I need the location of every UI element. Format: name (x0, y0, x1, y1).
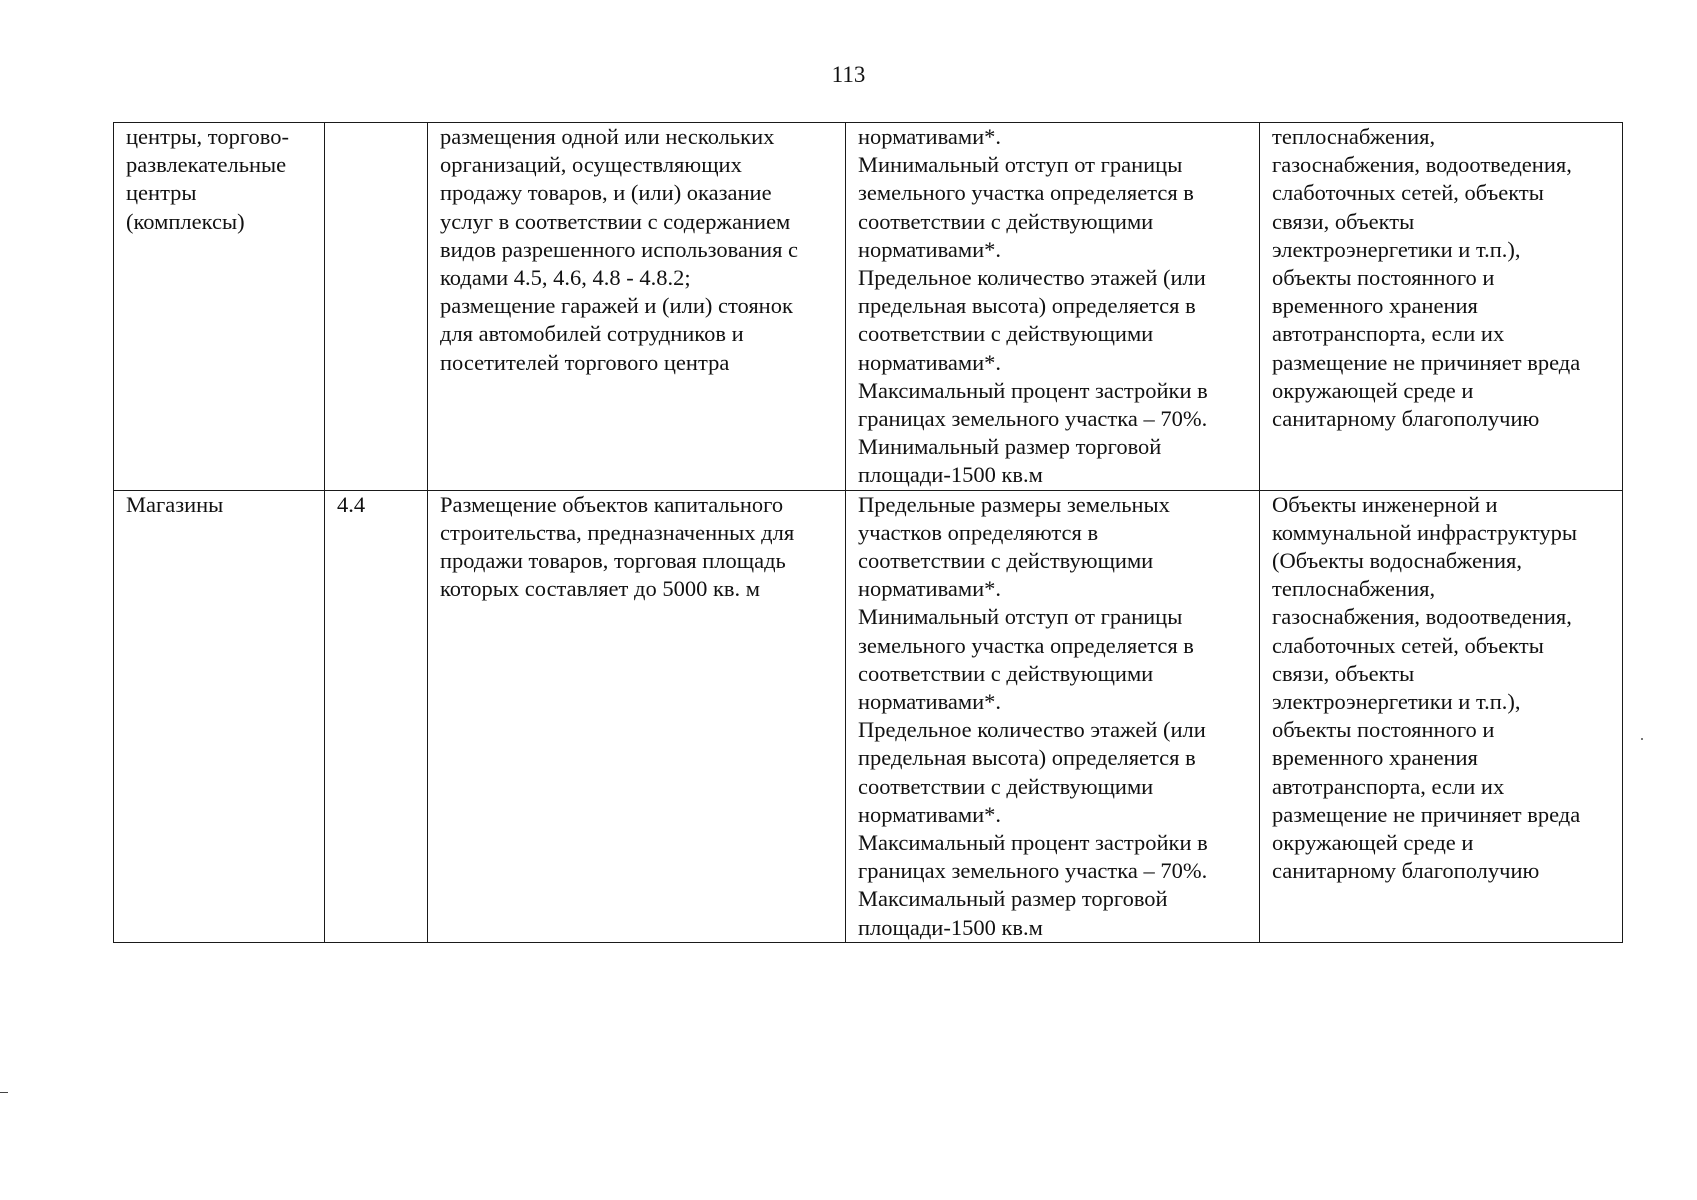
text-line: центры, торгово- (126, 124, 289, 149)
text-line: размещение гаражей и (или) стоянок (440, 293, 793, 319)
text-line: соответствии с действующими (858, 208, 1154, 234)
table-row (114, 123, 1623, 491)
text-line: участков определяются в (858, 519, 1099, 545)
text-line: предельная высота) определяется в (858, 745, 1196, 771)
text-line: посетителей торгового центра (440, 349, 730, 375)
text-line: кодами 4.5, 4.6, 4.8 - 4.8.2; (440, 265, 691, 291)
cell-auxiliary-uses (1260, 490, 1623, 942)
text-line: размещения одной или нескольких (440, 124, 775, 149)
text-line: слаботочных сетей, объекты (1272, 632, 1544, 658)
text-line: видов разрешенного использования с (440, 236, 799, 262)
text-line: нормативами*. (858, 236, 1002, 262)
text-line: Предельное количество этажей (или (858, 265, 1206, 291)
text-line: земельного участка определяется в (858, 632, 1194, 658)
text-line: газоснабжения, водоотведения, (1272, 604, 1572, 630)
text-line: продажи товаров, торговая площадь (440, 548, 786, 574)
text-line: Максимальный размер торговой (858, 886, 1168, 912)
text-line: теплоснабжения, (1272, 124, 1436, 149)
page-number: 113 (831, 62, 866, 87)
text-line: центры (126, 180, 197, 206)
text-line: соответствии с действующими (858, 773, 1154, 799)
land-use-table (113, 122, 1623, 943)
text-line: Максимальный процент застройки в (858, 830, 1208, 856)
text-line: нормативами*. (858, 124, 1002, 149)
text-line: 4.4 (337, 491, 366, 517)
cell-use-type (114, 123, 325, 491)
cell-auxiliary-uses (1260, 123, 1623, 491)
text-line: нормативами*. (858, 689, 1002, 715)
cell-parameters (846, 123, 1260, 491)
text-line: Минимальный отступ от границы (858, 604, 1183, 630)
cell-description (428, 123, 846, 491)
text-line: (Объекты водоснабжения, (1272, 548, 1522, 574)
text-line: для автомобилей сотрудников и (440, 321, 744, 347)
text-line: продажу товаров, и (или) оказание (440, 180, 772, 206)
text-line: границах земельного участка – 70%. (858, 406, 1208, 432)
text-line: объекты постоянного и (1272, 265, 1495, 291)
text-line: площади-1500 кв.м (858, 462, 1043, 488)
text-line: Объекты инженерной и (1272, 491, 1498, 517)
text-line: границах земельного участка – 70%. (858, 858, 1208, 884)
text-line: соответствии с действующими (858, 660, 1154, 686)
text-line: слаботочных сетей, объекты (1272, 180, 1544, 206)
text-line: соответствии с действующими (858, 321, 1154, 347)
text-line: электроэнергетики и т.п.), (1272, 236, 1521, 262)
text-line: связи, объекты (1272, 208, 1415, 234)
text-line: нормативами*. (858, 349, 1002, 375)
text-line: нормативами*. (858, 801, 1002, 827)
table-body (114, 123, 1623, 943)
text-line: окружающей среде и (1272, 830, 1474, 856)
text-line: временного хранения (1272, 745, 1478, 771)
text-line: Магазины (126, 491, 224, 517)
cell-code (325, 490, 428, 942)
text-line: объекты постоянного и (1272, 717, 1495, 743)
text-line: Предельное количество этажей (или (858, 717, 1206, 743)
text-line: Минимальный размер торговой (858, 434, 1162, 460)
text-line: коммунальной инфраструктуры (1272, 519, 1577, 545)
text-line: окружающей среде и (1272, 377, 1474, 403)
cell-code (325, 123, 428, 491)
margin-mark (0, 1092, 8, 1093)
scan-speck (1641, 738, 1643, 740)
text-line: земельного участка определяется в (858, 180, 1194, 206)
text-line: автотранспорта, если их (1272, 321, 1505, 347)
text-line: теплоснабжения, (1272, 576, 1436, 602)
text-line: строительства, предназначенных для (440, 519, 795, 545)
text-line: услуг в соответствии с содержанием (440, 208, 791, 234)
text-line: развлекательные (126, 152, 287, 178)
text-line: (комплексы) (126, 208, 245, 234)
text-line: санитарному благополучию (1272, 406, 1540, 432)
text-line: временного хранения (1272, 293, 1478, 319)
text-line: которых составляет до 5000 кв. м (440, 576, 760, 602)
text-line: санитарному благополучию (1272, 858, 1540, 884)
cell-description (428, 490, 846, 942)
text-line: размещение не причиняет вреда (1272, 801, 1581, 827)
table-row (114, 490, 1623, 942)
text-line: Предельные размеры земельных (858, 491, 1170, 517)
cell-parameters (846, 490, 1260, 942)
text-line: организаций, осуществляющих (440, 152, 742, 178)
text-line: Максимальный процент застройки в (858, 377, 1208, 403)
text-line: размещение не причиняет вреда (1272, 349, 1581, 375)
text-line: газоснабжения, водоотведения, (1272, 152, 1572, 178)
text-line: нормативами*. (858, 576, 1002, 602)
text-line: предельная высота) определяется в (858, 293, 1196, 319)
text-line: автотранспорта, если их (1272, 773, 1505, 799)
text-line: электроэнергетики и т.п.), (1272, 689, 1521, 715)
text-line: связи, объекты (1272, 660, 1415, 686)
text-line: соответствии с действующими (858, 548, 1154, 574)
text-line: площади-1500 кв.м (858, 914, 1043, 940)
text-line: Минимальный отступ от границы (858, 152, 1183, 178)
cell-use-type (114, 490, 325, 942)
text-line: Размещение объектов капитального (440, 491, 784, 517)
